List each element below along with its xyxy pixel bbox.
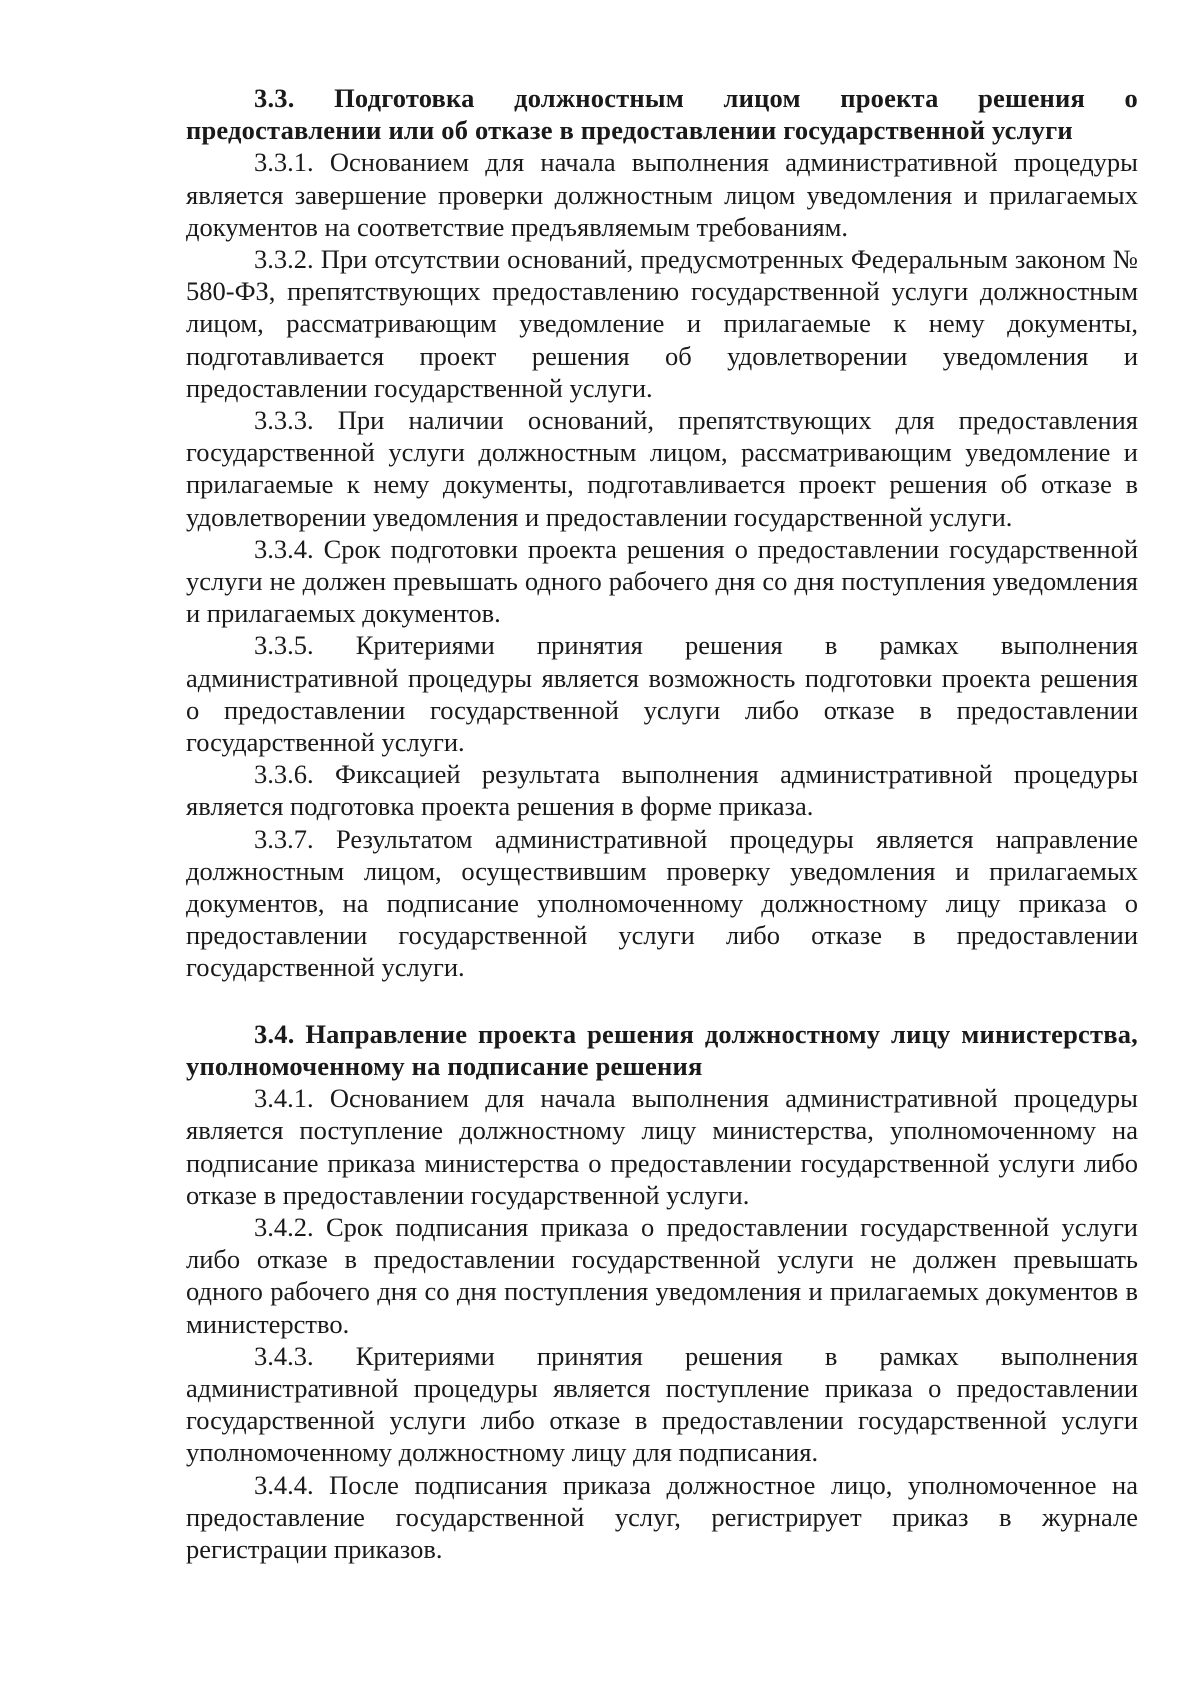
paragraph-3-4-2: 3.4.2. Срок подписания приказа о предоставлении государственной услуги либо отказе в предоставлении государственной услуги не должен превышать одного рабочего дня со дня поступления уведомления и прилагаемых документов в министерство. — [186, 1211, 1138, 1339]
paragraph-3-3-3: 3.3.3. При наличии оснований, препятствующих для предоставления государственной услуги должностным лицом, рассматривающим уведомление и прилагаемые к нему документы, подготавливается проект решения об отказе в удовлетворении уведомления и предоставлении государственной услуги. — [186, 405, 1138, 532]
paragraph-3-4-4: 3.4.4. После подписания приказа должностное лицо, уполномоченное на предоставление государственной услуг, регистрирует приказ в журнале регистрации приказов. — [186, 1469, 1138, 1564]
paragraph-3-4-1: 3.4.1. Основанием для начала выполнения административной процедуры является поступление должностному лицу министерства, уполномоченному на подписание приказа министерства о предоставлении государственной услуги либо отказе в предоставлении государственной услуги. — [186, 1083, 1138, 1210]
document-page — [186, 82, 1138, 1565]
paragraph-3-4-3: 3.4.3. Критериями принятия решения в рамках выполнения административной процедуры является поступление приказа о предоставлении государственной услуги либо отказе в предоставлении государственной услуги уполномоченному должностному лицу для подписания. — [186, 1340, 1138, 1468]
paragraph-3-3-4: 3.3.4. Срок подготовки проекта решения о предоставлении государственной услуги не должен превышать одного рабочего дня со дня поступления уведомления и прилагаемых документов. — [186, 533, 1138, 629]
section-spacer — [186, 984, 1138, 1018]
paragraph-3-3-6: 3.3.6. Фиксацией результата выполнения административной процедуры является подготовка проекта решения в форме приказа. — [186, 759, 1138, 822]
section-heading: 3.4. Направление проекта решения должностному лицу министерства, уполномоченному на подписание решения — [186, 1018, 1138, 1081]
paragraph-3-3-1: 3.3.1. Основанием для начала выполнения административной процедуры является завершение проверки должностным лицом уведомления и прилагаемых документов на соответствие предъявляемым требованиям. — [186, 147, 1138, 242]
paragraph-3-3-7: 3.3.7. Результатом административной процедуры является направление должностным лицом, осуществившим проверку уведомления и прилагаемых документов, на подписание уполномоченному должностному лицу приказа о предоставлении государственной услуги либо отказе в предоставлении государственной услуги. — [186, 823, 1138, 983]
section-3-3 — [186, 82, 1138, 984]
section-3-4 — [186, 1018, 1138, 1565]
paragraph-3-3-2: 3.3.2. При отсутствии оснований, предусмотренных Федеральным законом № 580-ФЗ, препятствующих предоставлению государственной услуги должностным лицом, рассматривающим уведомление и прилагаемые к нему документы, подготавливается проект решения об удовлетворении уведомления и предоставлении государственной услуги. — [186, 244, 1138, 403]
section-heading: 3.3. Подготовка должностным лицом проекта решения о предоставлении или об отказе в предоставлении государственной услуги — [186, 83, 1138, 146]
paragraph-3-3-5: 3.3.5. Критериями принятия решения в рамках выполнения административной процедуры является возможность подготовки проекта решения о предоставлении государственной услуги либо отказе в предоставлении государственной услуги. — [186, 630, 1138, 758]
